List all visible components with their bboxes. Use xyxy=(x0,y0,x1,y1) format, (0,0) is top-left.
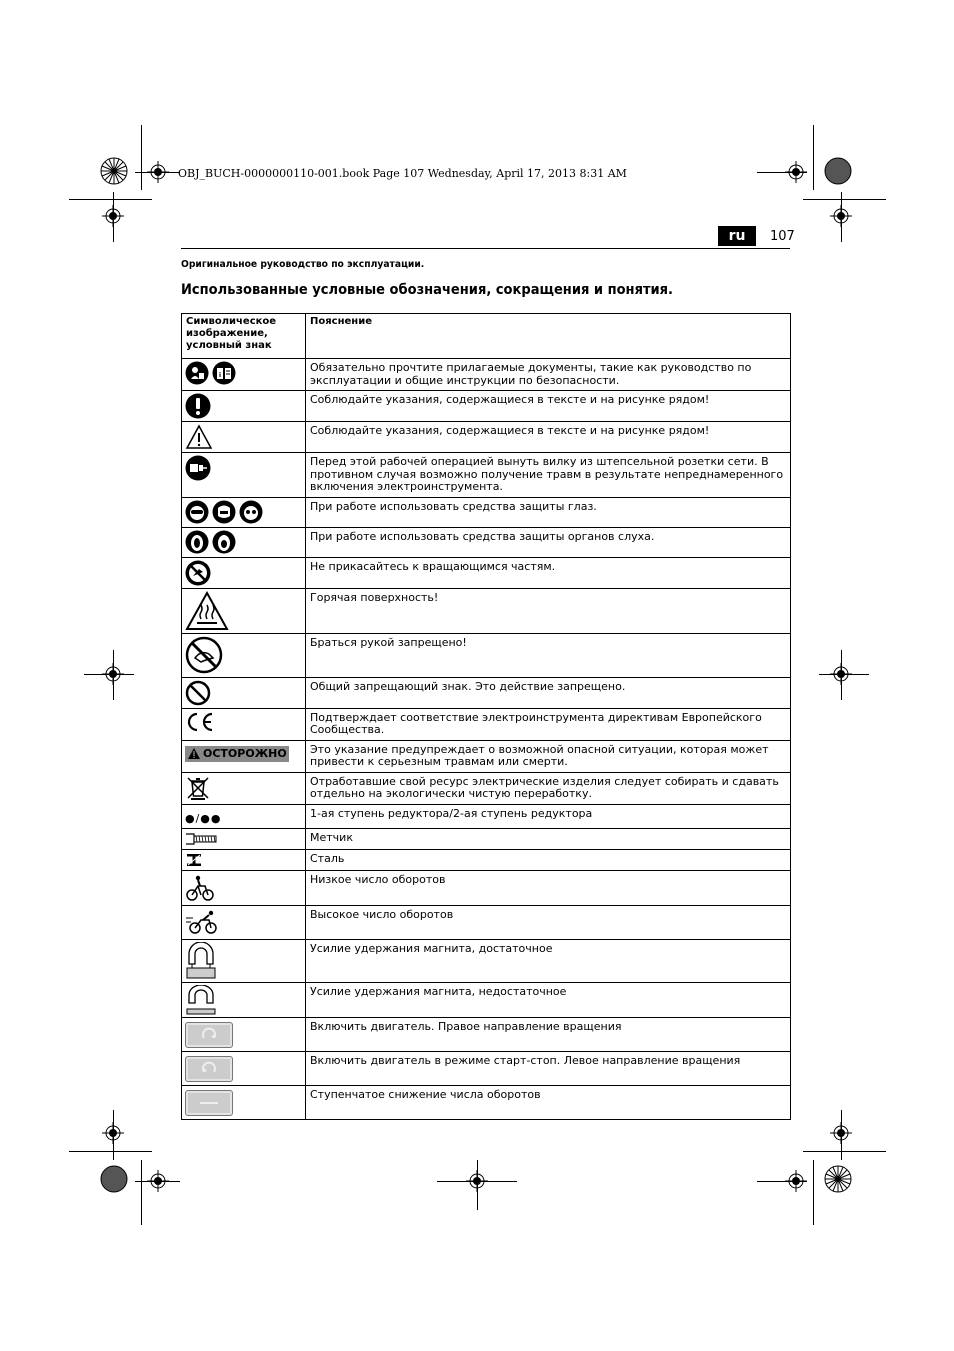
table-row xyxy=(182,497,791,527)
face-shield-icon xyxy=(212,500,236,524)
slow-bike-icon xyxy=(185,873,215,903)
no-hand-icon xyxy=(185,636,223,674)
steel-icon xyxy=(185,852,203,868)
row-explanation: Усилие удержания магнита, недостаточное xyxy=(306,982,791,1017)
registration-target-icon xyxy=(830,663,852,685)
registration-target-icon xyxy=(102,663,124,685)
safety-goggles-icon xyxy=(185,500,209,524)
row-explanation: При работе использовать средства защиты органов слуха. xyxy=(306,527,791,557)
header-rule xyxy=(181,248,790,249)
row-explanation: Сталь xyxy=(306,849,791,870)
warning-triangle-icon xyxy=(185,424,213,450)
table-row xyxy=(182,422,791,453)
table-row xyxy=(182,804,791,828)
weee-bin-icon xyxy=(185,775,211,801)
registration-target-icon xyxy=(830,205,852,227)
ear-protection-icon xyxy=(185,530,209,554)
motor-clockwise-button xyxy=(185,1022,233,1048)
registration-target-icon xyxy=(102,1122,124,1144)
column-header-explanation: Пояснение xyxy=(306,314,791,359)
table-row xyxy=(182,870,791,905)
row-explanation: Включить двигатель. Правое направление вращения xyxy=(306,1017,791,1051)
row-explanation: Усилие удержания магнита, достаточное xyxy=(306,939,791,982)
tap-icon xyxy=(185,831,219,847)
row-explanation: Обязательно прочтите прилагаемые документы, такие как руководство по эксплуатации и общие инструкции по безопасности. xyxy=(306,359,791,391)
sunburst-mark-icon xyxy=(824,1165,852,1193)
table-row xyxy=(182,527,791,557)
registration-target-icon xyxy=(785,161,807,183)
row-explanation: Метчик xyxy=(306,828,791,849)
table-row xyxy=(182,453,791,498)
hot-surface-icon xyxy=(185,591,229,631)
row-explanation: Соблюдайте указания, содержащиеся в тексте и на рисунке рядом! xyxy=(306,391,791,422)
row-explanation: Соблюдайте указания, содержащиеся в тексте и на рисунке рядом! xyxy=(306,422,791,453)
registration-target-icon xyxy=(102,205,124,227)
row-explanation: Отработавшие свой ресурс электрические изделия следует собирать и сдавать отдельно на экологически чистую переработку. xyxy=(306,772,791,804)
row-explanation: 1-ая ступень редуктора/2-ая ступень редуктора xyxy=(306,804,791,828)
sunburst-mark-icon xyxy=(824,157,852,185)
row-explanation: Включить двигатель в режиме старт-стоп. Левое направление вращения xyxy=(306,1051,791,1085)
safety-glasses-icon xyxy=(239,500,263,524)
table-header-row xyxy=(182,314,791,359)
registration-target-icon xyxy=(466,1170,488,1192)
sunburst-mark-icon xyxy=(100,1165,128,1193)
table-row xyxy=(182,359,791,391)
svg-text:i: i xyxy=(219,372,222,379)
prohibition-icon xyxy=(185,680,211,706)
speed-reduce-button xyxy=(185,1090,233,1116)
motor-counterclockwise-button-icon xyxy=(198,1060,220,1078)
table-row xyxy=(182,557,791,588)
table-row xyxy=(182,849,791,870)
registration-target-icon xyxy=(147,161,169,183)
ce-mark-icon xyxy=(185,711,215,733)
fast-bike-icon xyxy=(185,908,219,936)
motor-clockwise-button-icon xyxy=(198,1026,220,1044)
row-explanation: Браться рукой запрещено! xyxy=(306,633,791,677)
sunburst-mark-icon xyxy=(100,157,128,185)
language-badge: ru xyxy=(718,226,756,246)
caution-label-icon xyxy=(187,747,201,760)
row-explanation: Общий запрещающий знак. Это действие запрещено. xyxy=(306,677,791,708)
document-subtitle: Оригинальное руководство по эксплуатации. xyxy=(181,259,425,270)
no-touch-rotating-icon xyxy=(185,560,211,586)
row-explanation: Ступенчатое снижение числа оборотов xyxy=(306,1085,791,1119)
speed-reduce-button-icon xyxy=(198,1098,220,1108)
magnet-insufficient-icon xyxy=(185,985,217,1015)
registration-target-icon xyxy=(830,1122,852,1144)
table-row xyxy=(182,905,791,939)
row-explanation: При работе использовать средства защиты глаз. xyxy=(306,497,791,527)
table-row xyxy=(182,982,791,1017)
symbols-table xyxy=(181,313,791,1120)
read-manual-icon xyxy=(185,361,209,385)
registration-target-icon xyxy=(147,1170,169,1192)
unplug-icon xyxy=(185,455,211,481)
table-row xyxy=(182,772,791,804)
registration-target-icon xyxy=(785,1170,807,1192)
table-row xyxy=(182,1085,791,1119)
caution-label-text: ОСТОРОЖНО xyxy=(203,747,287,760)
book-info: OBJ_BUCH-0000000110-001.book Page 107 Wednesday, April 17, 2013 8:31 AM xyxy=(178,167,627,180)
table-row xyxy=(182,708,791,740)
caution-label xyxy=(185,746,289,762)
column-header-symbol: Символическое изображение, условный знак xyxy=(182,314,306,359)
table-row xyxy=(182,633,791,677)
table-row xyxy=(182,939,791,982)
table-row xyxy=(182,1051,791,1085)
row-explanation: Перед этой рабочей операцией вынуть вилку из штепсельной розетки сети. В противном случая возможно получение травм в результате непреднамеренного включения электроинструмента. xyxy=(306,453,791,498)
row-explanation: Подтверждает соответствие электроинструмента директивам Европейского Сообщества. xyxy=(306,708,791,740)
row-explanation: Это указание предупреждает о возможной опасной ситуации, которая может привести к серьезным травмам или смерти. xyxy=(306,740,791,772)
magnet-sufficient-icon xyxy=(185,942,217,980)
exclamation-circle-icon xyxy=(185,393,211,419)
ear-muffs-icon xyxy=(212,530,236,554)
page-title: Использованные условные обозначения, сокращения и понятия. xyxy=(181,282,674,298)
table-row xyxy=(182,828,791,849)
table-row xyxy=(182,740,791,772)
book-icon xyxy=(212,361,236,385)
row-explanation: Не прикасайтесь к вращающимся частям. xyxy=(306,557,791,588)
table-row xyxy=(182,391,791,422)
table-row xyxy=(182,588,791,633)
table-row xyxy=(182,677,791,708)
motor-counterclockwise-button xyxy=(185,1056,233,1082)
gear-dots-icon: ●/●● xyxy=(185,811,222,825)
page-number: 107 xyxy=(770,229,795,244)
row-explanation: Высокое число оборотов xyxy=(306,905,791,939)
row-explanation: Горячая поверхность! xyxy=(306,588,791,633)
table-row xyxy=(182,1017,791,1051)
row-explanation: Низкое число оборотов xyxy=(306,870,791,905)
